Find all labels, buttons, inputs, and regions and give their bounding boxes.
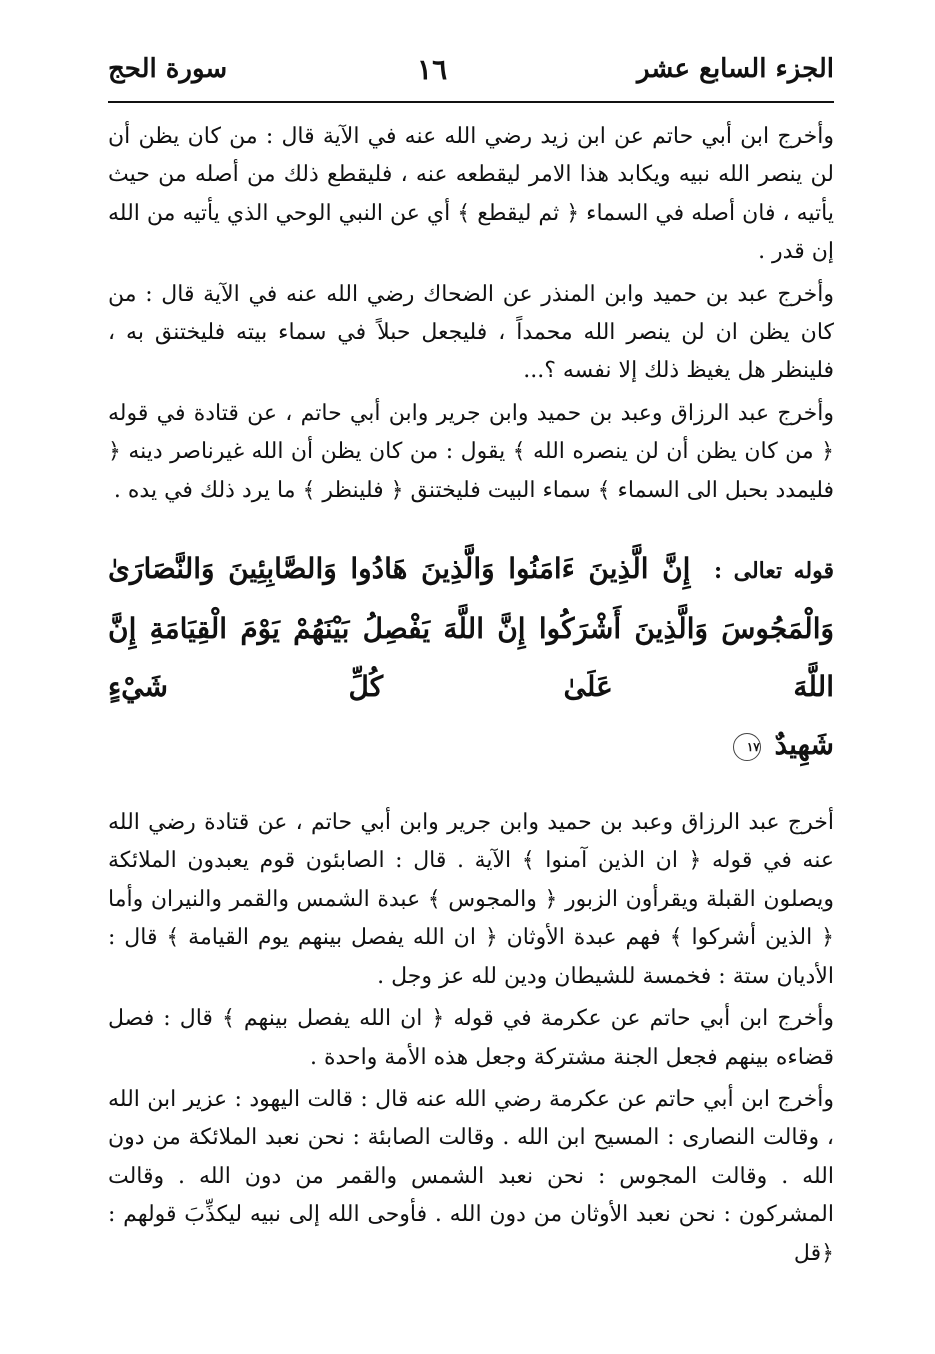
verse-line-2: وَالْمَجُوسَ وَالَّذِينَ أَشْرَكُوا إِنَّ اللَّهَ يَفْصِلُ بَيْنَهُمْ يَوْمَ الْقِيَامَةِ إِنَّ اللَّهَ عَلَىٰ كُلِّ شَيْءٍ	[108, 612, 834, 704]
page-number: ١٦	[417, 52, 448, 86]
ayah-number-icon: ١٧	[733, 733, 761, 761]
paragraph: أخرج عبد الرزاق وعبد بن حميد وابن جرير وابن أبي حاتم ، عن قتادة رضي الله عنه في قوله ﴿ ان الذين آمنوا ﴾ الآية . قال : الصابئون قوم يعبدون الملائكة ويصلون القبلة ويقرأون الزبور ﴿ والمجوس ﴾ عبدة الشمس والقمر والنيران وأما ﴿ الذين أشركوا ﴾ فهم عبدة الأوثان ﴿ ان الله يفصل بينهم يوم القيامة ﴾ قال : الأديان ستة : فخمسة للشيطان ودين لله عز وجل .	[108, 810, 834, 989]
verse-text-1: إِنَّ الَّذِينَ ءَامَنُوا وَالَّذِينَ هَادُوا وَالصَّابِئِينَ وَالنَّصَارَىٰ	[108, 552, 691, 586]
paragraph: وأخرج عبد بن حميد وابن المنذر عن الضحاك رضي الله عنه في الآية قال : من كان يظن ان لن ينصر الله محمداً ، فليجعل حبلاً في سماء بيته فليختنق به ، فلينظر هل يغيظ ذلك إلا نفسه ؟...	[108, 281, 834, 384]
paragraph: وأخرج ابن أبي حاتم عن ابن زيد رضي الله عنه في الآية قال : من كان يظن أن لن ينصر الله نبيه ويكابد هذا الامر ليقطعه عنه ، فليقطع ذلك من أصله من حيث يأتيه ، فان أصله في السماء ﴿ ثم ليقطع ﴾ أي عن النبي الوحي الذي يأتيه من الله إن قدر .	[108, 124, 834, 265]
paragraph: وأخرج ابن أبي حاتم عن عكرمة في قوله ﴿ ان الله يفصل بينهم ﴾ قال : فصل قضاءه بينهم فجعل الجنة مشتركة وجعل هذه الأمة واحدة .	[108, 1006, 834, 1070]
verse-line-1	[108, 540, 834, 600]
header-divider	[108, 101, 834, 103]
verse-text-3: شَهِيدٌ	[774, 728, 834, 762]
paragraph: وأخرج ابن أبي حاتم عن عكرمة رضي الله عنه قال : قالت اليهود : عزير ابن الله ، وقالت النصارى : المسيح ابن الله . وقالت الصابئة : نحن نعبد الملائكة من دون الله . وقالت المجوس : نحن نعبد الشمس والقمر من دون الله . وقالت المشركون : نحن نعبد الأوثان من دون الله . فأوحى الله إلى نبيه ليكذِّبَ قولهم : ﴿قل	[108, 1086, 834, 1266]
verse-intro: قوله تعالى :	[714, 558, 834, 585]
page-body	[108, 118, 834, 1277]
verse-line-3	[108, 716, 834, 774]
part-title: الجزء السابع عشر	[637, 54, 834, 84]
quran-verse-block	[108, 540, 834, 774]
page-header	[108, 44, 834, 94]
paragraph: وأخرج عبد الرزاق وعبد بن حميد وابن جرير وابن أبي حاتم ، عن قتادة في قوله ﴿ من كان يظن أن لن ينصره الله ﴾ يقول : من كان يظن أن الله غيرناصر دينه ﴿ فليمدد بحبل الى السماء ﴾ سماء البيت فليختنق ﴿ فلينظر ﴾ ما يرد ذلك في يده .	[108, 400, 834, 503]
surah-title: سورة الحج	[108, 54, 228, 84]
